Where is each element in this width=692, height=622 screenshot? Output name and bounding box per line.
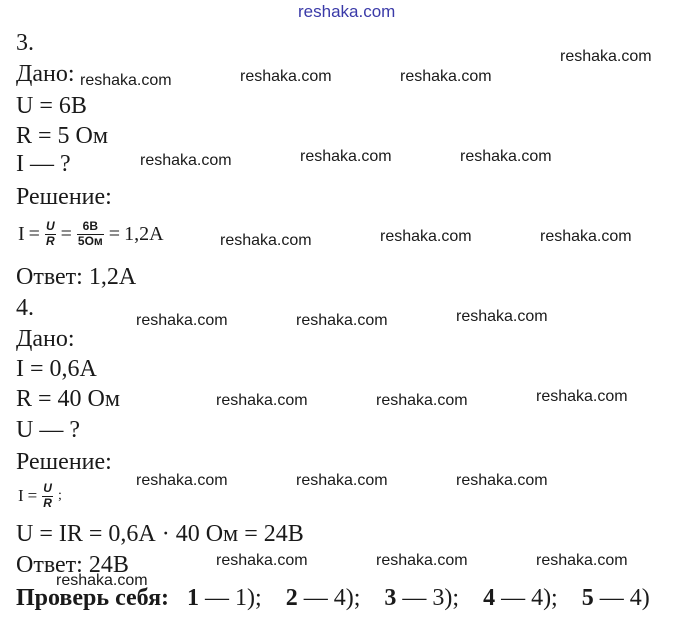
watermark: reshaka.com	[56, 572, 148, 589]
watermark: reshaka.com	[136, 312, 228, 329]
watermark: reshaka.com	[140, 152, 232, 169]
watermark: reshaka.com	[376, 552, 468, 569]
fraction-numerator: U	[45, 219, 55, 234]
watermark: reshaka.com	[216, 552, 308, 569]
formula-fraction	[42, 482, 53, 509]
watermark: reshaka.com	[240, 68, 332, 85]
watermark: reshaka.com	[376, 392, 468, 409]
watermark: reshaka.com	[296, 472, 388, 489]
watermark: reshaka.com	[560, 48, 652, 65]
check-answer: — 4);	[495, 585, 558, 611]
fraction-numerator: U	[43, 481, 52, 496]
check-question-number: 1	[187, 585, 200, 611]
task4-number: 4.	[16, 295, 34, 321]
watermark: reshaka.com	[220, 232, 312, 249]
check-yourself-line	[16, 586, 650, 610]
task3-given-unknown: I — ?	[16, 151, 71, 177]
watermark: reshaka.com	[80, 72, 172, 89]
watermark: reshaka.com	[300, 148, 392, 165]
formula-equals: =	[27, 486, 38, 505]
check-answer: — 4);	[297, 585, 361, 611]
task4-answer: Ответ: 24В	[16, 552, 129, 578]
watermark: reshaka.com	[456, 308, 548, 325]
check-answer: — 1);	[199, 585, 262, 611]
formula-tail: ;	[57, 488, 62, 503]
formula-equals: =	[108, 222, 121, 245]
watermark: reshaka.com	[460, 148, 552, 165]
task3-solution-label: Решение:	[16, 184, 112, 210]
task3-answer: Ответ: 1,2А	[16, 264, 137, 290]
task3-number: 3.	[16, 30, 34, 56]
watermark: reshaka.com	[380, 228, 472, 245]
task3-formula	[16, 214, 166, 254]
formula-lhs: I	[18, 486, 24, 505]
watermark: reshaka.com	[400, 68, 492, 85]
task3-given-voltage: U = 6В	[16, 93, 87, 119]
formula-lhs: I	[18, 222, 25, 245]
watermark: reshaka.com	[540, 228, 632, 245]
watermark: reshaka.com	[136, 472, 228, 489]
task4-solution-label: Решение:	[16, 449, 112, 475]
watermark: reshaka.com	[536, 388, 628, 405]
formula-fraction	[45, 220, 56, 247]
watermark: reshaka.com	[296, 312, 388, 329]
task3-given-resistance: R = 5 Ом	[16, 123, 109, 149]
task4-given-current: I = 0,6А	[16, 356, 97, 382]
watermark-top: reshaka.com	[298, 2, 396, 21]
formula-fraction	[77, 220, 104, 247]
watermark: reshaka.com	[216, 392, 308, 409]
task4-calculation: U = IR = 0,6А · 40 Ом = 24В	[16, 521, 304, 547]
fraction-denominator: R	[45, 233, 55, 248]
check-label: Проверь себя:	[16, 585, 170, 611]
check-answer: — 4)	[593, 585, 650, 611]
task3-given-label: Дано:	[16, 61, 75, 87]
fraction-numerator: 6В	[82, 219, 99, 234]
formula-equals: =	[60, 222, 72, 245]
check-question-number: 5	[581, 585, 594, 611]
check-question-number: 2	[285, 585, 298, 611]
fraction-denominator: 5Ом	[77, 233, 103, 248]
check-question-number: 4	[483, 585, 496, 611]
check-answer: — 3);	[396, 585, 460, 611]
formula-result: 1,2А	[124, 222, 164, 245]
fraction-denominator: R	[43, 495, 52, 510]
watermark: reshaka.com	[536, 552, 628, 569]
task4-formula	[16, 477, 64, 515]
task4-given-unknown: U — ?	[16, 417, 80, 443]
formula-equals: =	[28, 222, 40, 245]
task4-given-resistance: R = 40 Ом	[16, 386, 121, 412]
task4-given-label: Дано:	[16, 326, 75, 352]
check-question-number: 3	[384, 585, 397, 611]
watermark: reshaka.com	[456, 472, 548, 489]
